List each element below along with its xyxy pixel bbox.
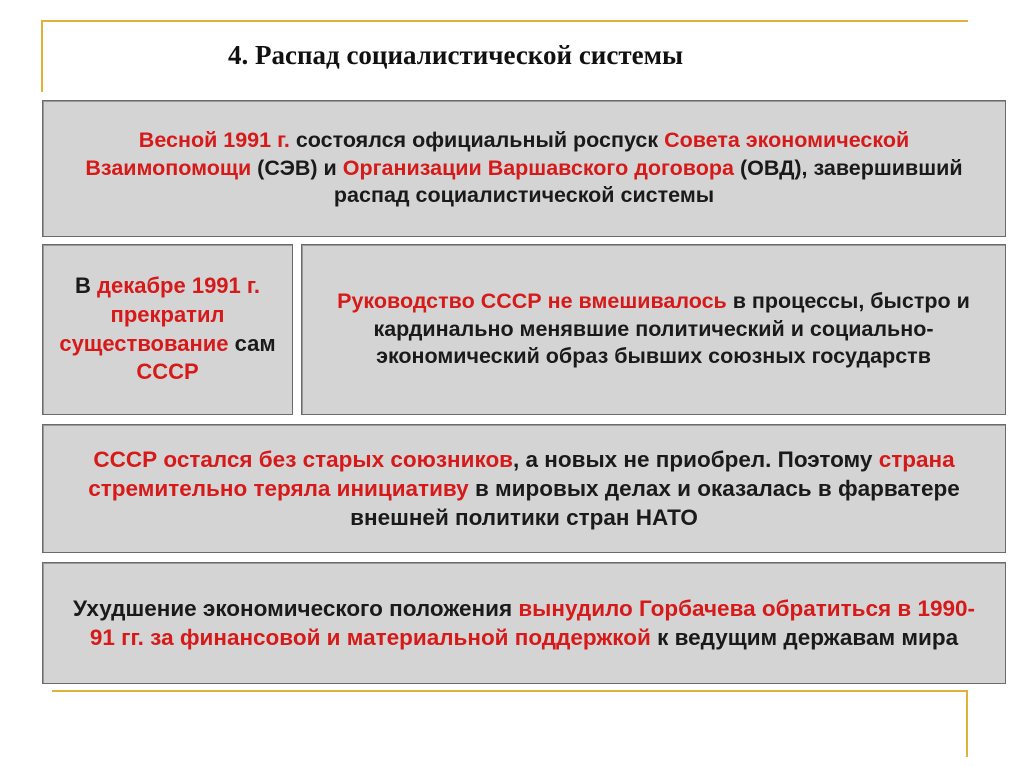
- box2-part5: СССР: [136, 359, 199, 385]
- box1-text: [61, 127, 987, 211]
- text-box-economic-aid: [42, 562, 1006, 684]
- box1-part1: Весной 1991 г.: [138, 127, 290, 152]
- text-box-lost-allies: [42, 424, 1006, 553]
- box4-part2: , а новых не приобрел. Поэтому: [513, 446, 879, 472]
- box5-part2: вынудило Горбачева обратиться в 1990-91 гг. за финансовой и материальной поддержкой: [89, 595, 975, 650]
- slide-title: 4. Распад социалистической системы: [228, 40, 684, 70]
- box2-part1: В: [75, 273, 98, 299]
- text-box-comecon-warsaw: [42, 100, 1006, 237]
- box1-part6: (ОВД), завершивший распад социалистической системы: [333, 155, 963, 208]
- box2-part3: прекратил существование: [59, 301, 229, 356]
- box1-part5: Организации Варшавского договора: [342, 155, 734, 180]
- text-box-ussr-ended: [42, 244, 293, 415]
- box5-part3: к ведущим державам мира: [650, 625, 959, 650]
- frame-line-left: [41, 20, 43, 92]
- frame-line-bottom: [52, 690, 968, 692]
- box3-text: [318, 288, 989, 372]
- box4-part3: страна стремительно теряла инициативу: [88, 446, 955, 501]
- box4-part1: СССР остался без старых союзников: [93, 446, 514, 472]
- box4-text: [61, 445, 987, 533]
- box5-text: [61, 594, 987, 653]
- box3-part1: Руководство СССР не вмешивалось: [337, 288, 727, 313]
- box1-part2: состоялся официальный роспуск: [289, 127, 665, 152]
- frame-line-right: [966, 690, 968, 757]
- box5-part1: Ухудшение экономического положения: [73, 595, 519, 621]
- box4-part4: в мировых делах и оказалась в фарватере внешней политики стран НАТО: [350, 475, 960, 531]
- box2-part2: декабре 1991 г.: [97, 273, 260, 299]
- box1-part3: Совета экономической Взаимопомощи: [85, 127, 910, 180]
- box3-part2: в процессы, быстро и кардинально менявшие политический и социально-экономический образ бывших союзных государств: [373, 288, 970, 369]
- frame-line-top: [41, 20, 968, 22]
- text-box-no-intervention: [301, 244, 1006, 415]
- box2-text: [51, 272, 284, 386]
- box1-part4: (СЭВ) и: [251, 155, 343, 180]
- box2-part4: сам: [228, 330, 276, 356]
